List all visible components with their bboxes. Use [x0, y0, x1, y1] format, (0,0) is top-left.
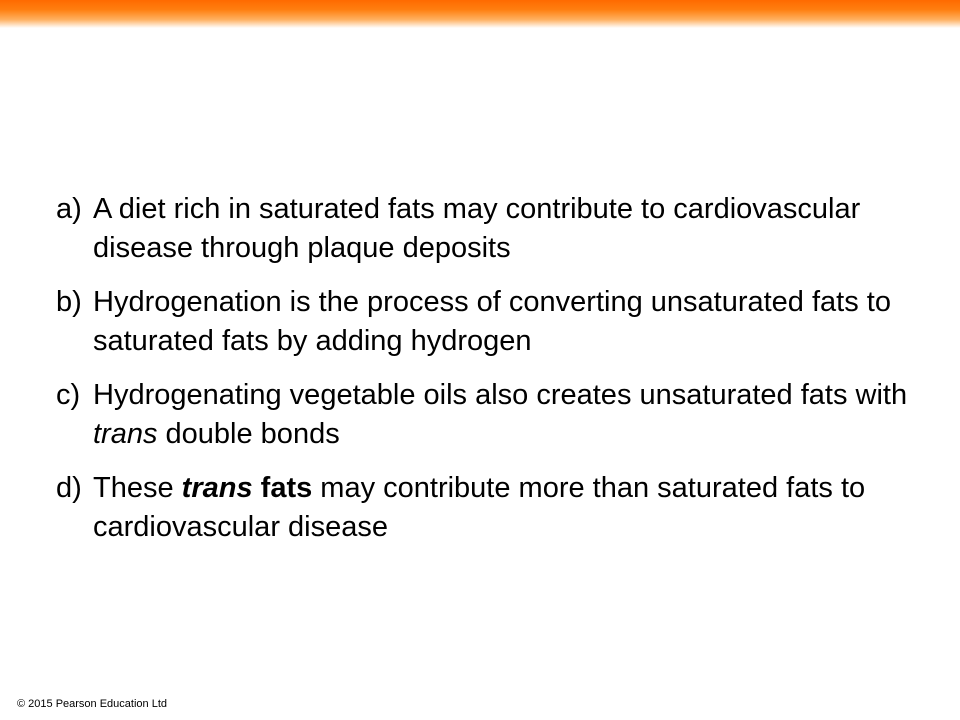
item-text	[93, 469, 936, 547]
list-item	[56, 283, 936, 361]
item-marker: a)	[56, 193, 82, 225]
text-run: These	[93, 472, 182, 504]
text-run: Hydrogenation is the process of converting unsaturated fats to saturated fats by adding hydrogen	[93, 286, 891, 357]
emphasis-trans: trans	[93, 418, 158, 450]
emphasis-trans: trans	[181, 472, 253, 504]
item-marker: b)	[56, 286, 82, 318]
list-item	[56, 469, 936, 547]
text-run: A diet rich in saturated fats may contribute to cardiovascular disease through plaque deposits	[93, 193, 861, 264]
item-marker: d)	[56, 472, 82, 504]
text-run: may contribute more than saturated fats to cardiovascular disease	[93, 472, 866, 543]
item-text	[93, 283, 936, 361]
item-marker: c)	[56, 379, 81, 411]
text-run	[253, 472, 261, 504]
bullet-list	[56, 190, 936, 562]
top-accent-bar	[0, 0, 960, 28]
list-item	[56, 376, 936, 454]
emphasis-fats: fats	[260, 472, 313, 504]
text-run: double bonds	[157, 418, 340, 450]
item-text	[93, 190, 936, 268]
copyright-notice: © 2015 Pearson Education Ltd	[17, 698, 167, 710]
text-run: Hydrogenating vegetable oils also creates unsaturated fats with	[93, 379, 908, 411]
item-text	[93, 376, 936, 454]
list-item	[56, 190, 936, 268]
